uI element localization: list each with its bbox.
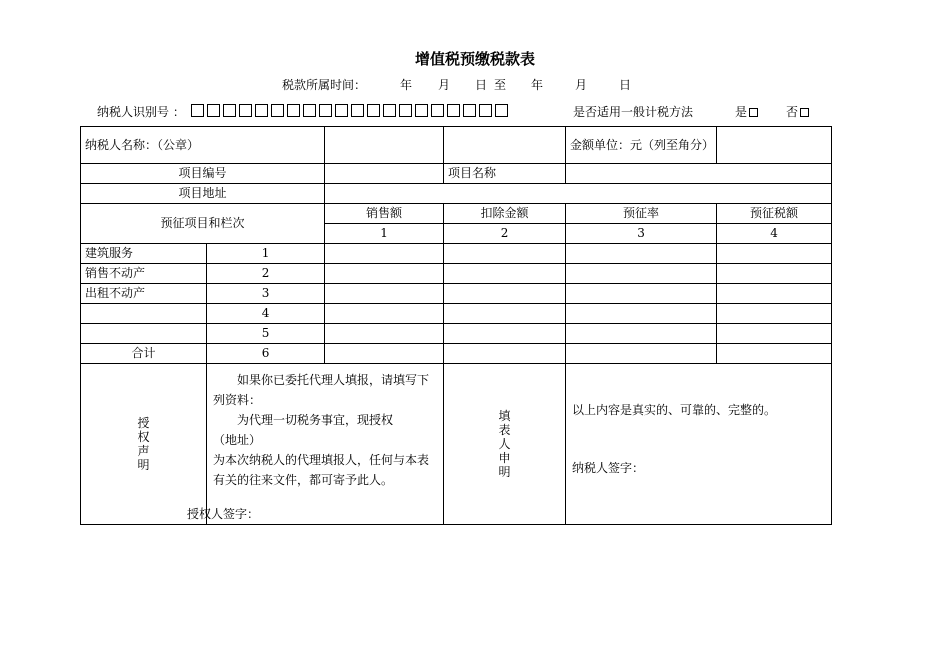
project-no-field[interactable] <box>325 164 444 184</box>
id-digit-box[interactable] <box>335 104 348 117</box>
auth-para-3: （地址） <box>213 433 262 447</box>
period-end-day: 日 <box>619 78 632 92</box>
period-to: 至 <box>494 78 507 92</box>
taxpayer-name-field[interactable] <box>325 127 444 164</box>
declaration-side-char: 申 <box>498 451 511 465</box>
period-start-month: 月 <box>438 78 451 92</box>
id-digit-box[interactable] <box>367 104 380 117</box>
col-number-2: 2 <box>444 224 566 244</box>
row-line: 1 <box>207 244 325 264</box>
id-digit-box[interactable] <box>223 104 236 117</box>
period-start-day: 日 <box>475 78 488 92</box>
id-digit-box[interactable] <box>303 104 316 117</box>
id-digit-box[interactable] <box>399 104 412 117</box>
id-digit-box[interactable] <box>239 104 252 117</box>
auth-para-1: 如果你已委托代理人填报，请填写下列资料： <box>213 373 430 407</box>
id-digit-box[interactable] <box>287 104 300 117</box>
row-name: 销售不动产 <box>81 264 207 284</box>
authorization-side-char: 声 <box>137 444 150 458</box>
declaration-side-char: 表 <box>498 423 511 437</box>
prepayment-table <box>80 126 832 525</box>
id-digit-box[interactable] <box>463 104 476 117</box>
row-name: 合计 <box>81 344 207 364</box>
general-method-no[interactable] <box>786 103 809 120</box>
cell-deduction[interactable] <box>444 284 566 304</box>
declaration-signer: 纳税人签字： <box>572 461 645 475</box>
declaration-side-label <box>444 364 566 525</box>
row-line: 6 <box>207 344 325 364</box>
col-header-deduction: 扣除金额 <box>444 204 566 224</box>
col-number-4: 4 <box>717 224 832 244</box>
cell-sales[interactable] <box>325 324 444 344</box>
yes-checkbox[interactable] <box>749 108 758 117</box>
taxpayer-id-label: 纳税人识别号 ： <box>97 105 185 119</box>
id-digit-box[interactable] <box>431 104 444 117</box>
cell-deduction[interactable] <box>444 344 566 364</box>
row-line: 2 <box>207 264 325 284</box>
table-row <box>81 244 832 264</box>
cell-sales[interactable] <box>325 264 444 284</box>
authorization-side-label <box>81 364 207 525</box>
project-name-label: 项目名称 <box>444 164 566 184</box>
row-name: 出租不动产 <box>81 284 207 304</box>
col-header-rate: 预征率 <box>566 204 717 224</box>
col-header-tax: 预征税额 <box>717 204 832 224</box>
id-digit-box[interactable] <box>255 104 268 117</box>
id-digit-box[interactable] <box>351 104 364 117</box>
general-method-yes[interactable] <box>735 103 758 120</box>
cell-tax[interactable] <box>717 244 832 264</box>
cell-rate[interactable] <box>566 344 717 364</box>
project-address-label: 项目地址 <box>81 184 325 204</box>
id-digit-box[interactable] <box>271 104 284 117</box>
cell-sales[interactable] <box>325 344 444 364</box>
cell-tax[interactable] <box>717 284 832 304</box>
declaration-side-char: 填 <box>498 409 511 423</box>
project-no-label: 项目编号 <box>81 164 325 184</box>
row-name[interactable] <box>81 324 207 344</box>
row-line: 4 <box>207 304 325 324</box>
yes-label: 是 <box>735 105 748 119</box>
cell-rate[interactable] <box>566 284 717 304</box>
cell-rate[interactable] <box>566 324 717 344</box>
cell-tax[interactable] <box>717 324 832 344</box>
table-row <box>81 264 832 284</box>
taxpayer-name-label: 纳税人名称：（公章） <box>81 127 325 164</box>
id-digit-box[interactable] <box>479 104 492 117</box>
col-header-sales: 销售额 <box>325 204 444 224</box>
no-label: 否 <box>786 105 799 119</box>
auth-para-2: 为代理一切税务事宜，现授权 <box>237 413 394 427</box>
cell-tax[interactable] <box>717 264 832 284</box>
cell-sales[interactable] <box>325 304 444 324</box>
auth-signer: 授权人签字： <box>187 507 260 521</box>
id-digit-box[interactable] <box>207 104 220 117</box>
cell-rate[interactable] <box>566 304 717 324</box>
table-row <box>81 304 832 324</box>
cell-rate[interactable] <box>566 244 717 264</box>
row-name[interactable] <box>81 304 207 324</box>
table-row <box>81 344 832 364</box>
id-digit-box[interactable] <box>383 104 396 117</box>
taxpayer-name-field-2[interactable] <box>444 127 566 164</box>
taxpayer-id-boxes[interactable] <box>191 104 508 117</box>
col-number-3: 3 <box>566 224 717 244</box>
amount-unit-value[interactable] <box>717 127 832 164</box>
id-digit-box[interactable] <box>495 104 508 117</box>
cell-deduction[interactable] <box>444 264 566 284</box>
declaration-content[interactable] <box>566 364 832 525</box>
id-digit-box[interactable] <box>191 104 204 117</box>
item-header: 预征项目和栏次 <box>81 204 325 244</box>
cell-deduction[interactable] <box>444 304 566 324</box>
id-digit-box[interactable] <box>447 104 460 117</box>
declaration-side-char: 人 <box>498 437 511 451</box>
cell-rate[interactable] <box>566 264 717 284</box>
period-start-year: 年 <box>400 78 413 92</box>
authorization-content[interactable] <box>187 364 444 525</box>
tax-period-label: 税款所属时间： <box>282 78 367 92</box>
declaration-side-char: 明 <box>498 465 511 479</box>
id-digit-box[interactable] <box>319 104 332 117</box>
declaration-statement: 以上内容是真实的、可靠的、完整的。 <box>572 403 777 417</box>
project-name-field[interactable] <box>566 164 832 184</box>
general-method-label: 是否适用一般计税方法 <box>573 105 694 119</box>
amount-unit-label: 金额单位：元（列至角分） <box>566 127 717 164</box>
project-address-field[interactable] <box>325 184 832 204</box>
no-checkbox[interactable] <box>800 108 809 117</box>
cell-sales[interactable] <box>325 244 444 264</box>
row-name: 建筑服务 <box>81 244 207 264</box>
row-line: 3 <box>207 284 325 304</box>
cell-deduction[interactable] <box>444 324 566 344</box>
cell-tax[interactable] <box>717 344 832 364</box>
table-row <box>81 324 832 344</box>
period-end-month: 月 <box>575 78 588 92</box>
authorization-side-char: 权 <box>137 430 150 444</box>
auth-para-4: 为本次纳税人的代理填报人，任何与本表有关的往来文件，都可寄予此人。 <box>213 453 430 487</box>
authorization-side-char: 明 <box>137 458 150 472</box>
period-end-year: 年 <box>531 78 544 92</box>
table-row <box>81 284 832 304</box>
col-number-1: 1 <box>325 224 444 244</box>
cell-sales[interactable] <box>325 284 444 304</box>
id-digit-box[interactable] <box>415 104 428 117</box>
cell-tax[interactable] <box>717 304 832 324</box>
authorization-side-char: 授 <box>137 416 150 430</box>
page-title: 增值税预缴税款表 <box>414 50 535 68</box>
row-line: 5 <box>207 324 325 344</box>
cell-deduction[interactable] <box>444 244 566 264</box>
